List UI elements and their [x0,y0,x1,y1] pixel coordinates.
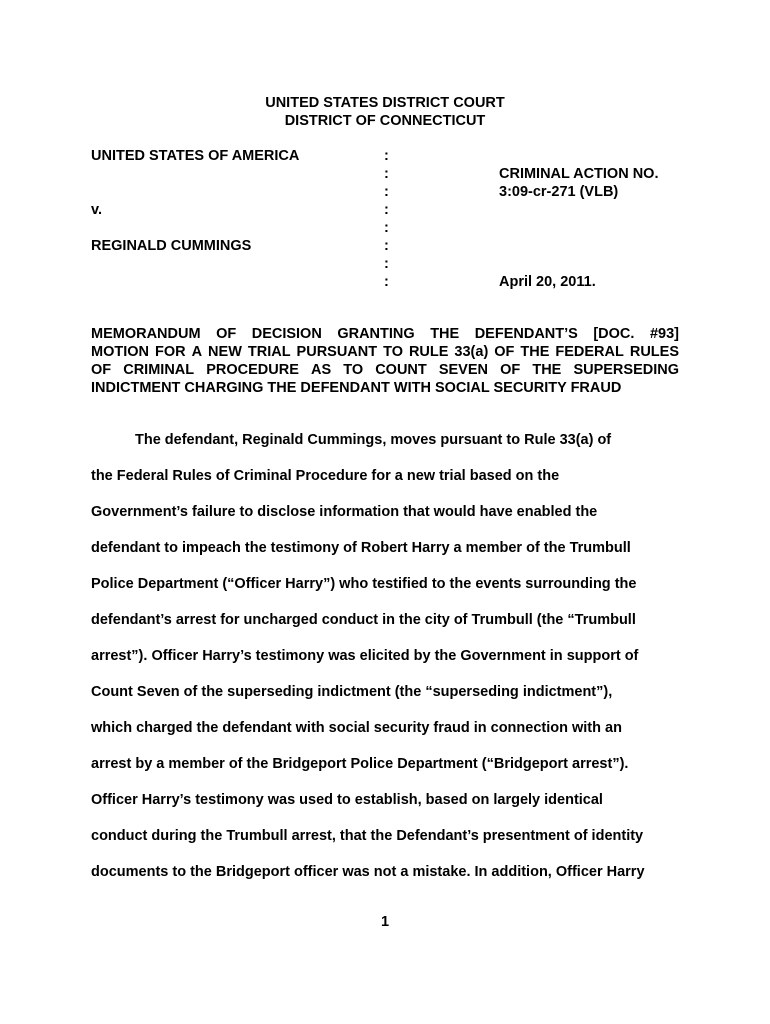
memo-title-word: THE [430,326,460,342]
caption-party-line [91,165,299,183]
memo-title-word: TRIAL [247,344,291,360]
memo-title-word: GRANTING [337,326,415,342]
memo-title-word: AS [310,362,332,378]
memo-title-line [91,343,679,361]
caption-colon: : [384,166,389,182]
caption-colon: : [384,184,389,200]
memo-title-word: PROCEDURE [206,362,299,378]
caption-detail-line [499,219,659,237]
memo-title-word: DECISION [251,326,322,342]
memo-title-word: RULES [629,344,679,360]
body-line: Government’s failure to disclose information that would have enabled the [91,504,598,520]
case-caption-details [499,147,659,291]
court-name: UNITED STATES DISTRICT COURT [265,95,505,111]
body-paragraph [91,431,645,899]
memo-title-word: FOR [154,344,186,360]
memo-title-word: [DOC. [593,326,635,342]
body-line: documents to the Bridgeport officer was not a mistake. In addition, Officer Harry [91,864,645,880]
body-line: defendant to impeach the testimony of Robert Harry a member of the Trumbull [91,540,631,556]
case-caption-parties [91,147,299,291]
body-line: The defendant, Reginald Cummings, moves pursuant to Rule 33(a) of [135,432,612,448]
memo-title-line [91,361,679,379]
memo-title-word: FEDERAL [555,344,624,360]
caption-detail-line [499,237,659,255]
memo-title-word: MOTION [91,344,149,360]
memo-title-word: PURSUANT [296,344,378,360]
memo-title-word: SUPERSEDING [573,362,679,378]
memo-title-word: COUNT [375,362,427,378]
caption-colon: : [384,220,389,236]
memo-title-word: NEW [208,344,242,360]
caption-colon: : [384,274,389,290]
caption-party-line [91,219,299,237]
memo-title-word: OF [91,362,112,378]
memo-title-word: THE [532,362,562,378]
caption-detail-line [499,147,659,165]
body-line: conduct during the Trumbull arrest, that the Defendant’s presentment of identity [91,828,644,844]
body-line: arrest by a member of the Bridgeport Police Department (“Bridgeport arrest”). [91,756,629,772]
caption-party-line [91,273,299,291]
caption-party-line: REGINALD CUMMINGS [91,238,252,254]
memo-title-word: SEVEN [438,362,489,378]
memo-title-word: CRIMINAL [123,362,195,378]
memo-title-line: INDICTMENT CHARGING THE DEFENDANT WITH SOCIAL SECURITY FRAUD [91,380,622,396]
case-number: 3:09-cr-271 (VLB) [499,184,619,200]
memo-title-word: TO [343,362,364,378]
memo-title-line [91,325,679,343]
body-line: defendant’s arrest for uncharged conduct in the city of Trumbull (the “Trumbull [91,612,636,628]
caption-detail-line [499,201,659,219]
decision-date: April 20, 2011. [499,274,596,290]
memo-title-word: MEMORANDUM [91,326,201,342]
page-number: 1 [380,914,390,930]
memo-title-word: DEFENDANT’S [474,326,578,342]
body-line: the Federal Rules of Criminal Procedure for a new trial based on the [91,468,560,484]
caption-colon: : [384,202,389,218]
caption-party-line [91,183,299,201]
memo-title-word: OF [216,326,237,342]
memo-title-word: 33(a) [454,344,489,360]
body-line: which charged the defendant with social security fraud in connection with an [91,720,622,736]
body-line: Count Seven of the superseding indictment (the “superseding indictment”), [91,684,613,700]
caption-party-line: v. [91,202,103,218]
memo-title-word: RULE [408,344,449,360]
memo-title-word: #93] [649,326,679,342]
caption-detail-line [499,255,659,273]
caption-colon-column [384,147,389,291]
body-line: arrest”). Officer Harry’s testimony was elicited by the Government in support of [91,648,639,664]
court-heading [0,94,770,130]
memorandum-title [91,325,679,397]
memo-title-word: TO [383,344,403,360]
criminal-action-label: CRIMINAL ACTION NO. [499,166,659,182]
memo-title-word: THE [520,344,550,360]
body-line: Officer Harry’s testimony was used to establish, based on largely identical [91,792,603,808]
memo-title-word: A [191,344,203,360]
caption-colon: : [384,238,389,254]
court-district: DISTRICT OF CONNECTICUT [284,113,486,129]
memo-title-word: OF [494,344,515,360]
body-line: Police Department (“Officer Harry”) who testified to the events surrounding the [91,576,637,592]
memo-title-word: OF [500,362,521,378]
caption-party-line: UNITED STATES OF AMERICA [91,148,300,164]
caption-party-line [91,255,299,273]
caption-colon: : [384,256,389,272]
caption-colon: : [384,148,389,164]
